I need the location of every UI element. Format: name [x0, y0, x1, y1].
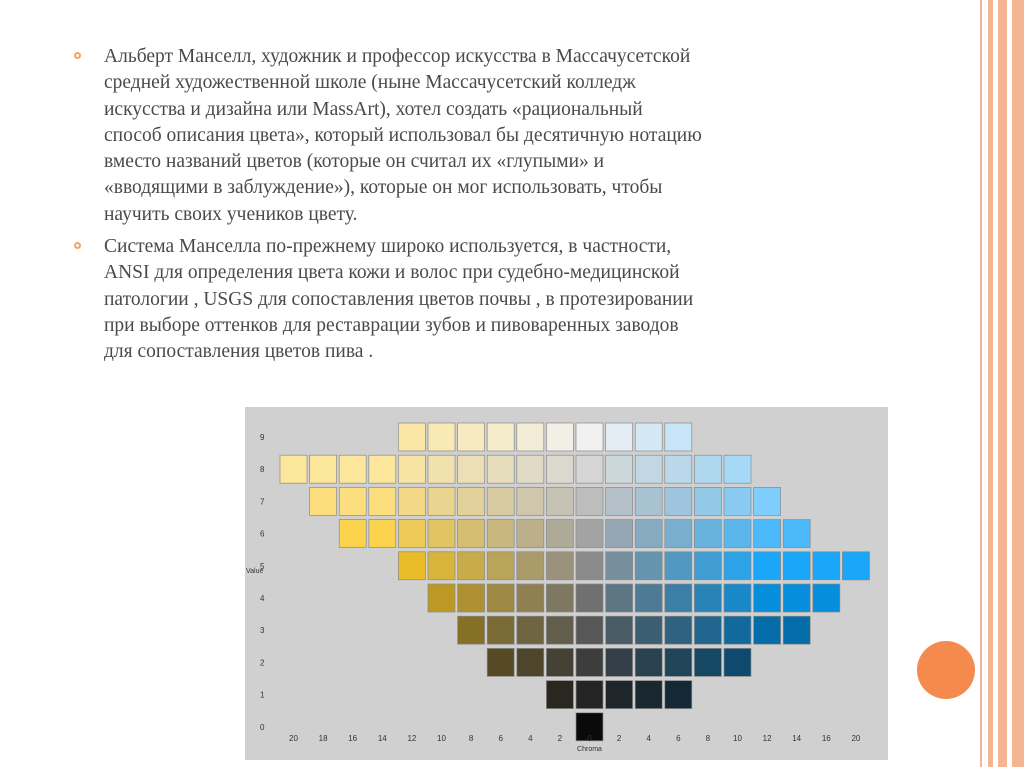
munsell-color-swatch [487, 520, 514, 548]
munsell-chart-svg [245, 407, 888, 760]
munsell-color-swatch [813, 552, 840, 580]
munsell-color-swatch [428, 584, 455, 612]
munsell-color-swatch [606, 584, 633, 612]
x-tick-label: 16 [821, 734, 831, 743]
y-tick-label: 3 [260, 626, 265, 636]
munsell-color-swatch [635, 455, 662, 483]
y-tick-label: 4 [260, 594, 265, 603]
munsell-color-swatch [546, 455, 573, 483]
decorative-side-stripes [976, 0, 1024, 767]
munsell-color-swatch [665, 584, 692, 612]
munsell-color-swatch [576, 616, 603, 644]
munsell-color-swatch [606, 455, 633, 483]
munsell-color-swatch [665, 616, 692, 644]
munsell-color-swatch [458, 487, 485, 515]
y-tick-label: 0 [260, 722, 265, 732]
munsell-color-swatch [458, 520, 485, 548]
munsell-color-swatch [458, 616, 485, 644]
munsell-color-swatch [635, 648, 662, 676]
text-line: при выборе оттенков для реставрации зубов и пивоваренных заводов [104, 314, 679, 336]
text-line: Система Манселла по-прежнему широко используется, в частности, [104, 236, 672, 258]
munsell-color-swatch [783, 552, 810, 580]
x-tick-label: 12 [407, 734, 417, 743]
text-line: ANSI для определения цвета кожи и волос при судебно-медицинской [104, 262, 680, 284]
munsell-color-swatch [724, 552, 751, 580]
x-tick-label: 8 [705, 734, 711, 743]
munsell-color-swatch [783, 584, 810, 612]
munsell-color-swatch [665, 681, 692, 709]
munsell-color-swatch [724, 487, 751, 515]
munsell-color-swatch [783, 616, 810, 644]
munsell-color-swatch [754, 520, 781, 548]
text-line: для сопоставления цветов пива . [104, 341, 374, 363]
y-tick-label: 2 [260, 658, 265, 668]
munsell-color-swatch [369, 520, 396, 548]
munsell-color-swatch [428, 552, 455, 580]
text-line: искусства и дизайна или MassArt), хотел создать «рациональный [104, 98, 643, 120]
y-tick-label: 8 [260, 465, 265, 475]
munsell-color-swatch [635, 616, 662, 644]
munsell-color-swatch [606, 648, 633, 676]
munsell-color-swatch [576, 455, 603, 483]
munsell-color-swatch [339, 487, 366, 515]
y-tick-label: 9 [260, 433, 265, 442]
munsell-color-swatch [487, 616, 514, 644]
munsell-color-swatch [428, 520, 455, 548]
bullet-item-munsell-usage [74, 234, 904, 365]
munsell-color-swatch [487, 455, 514, 483]
munsell-color-swatch [754, 487, 781, 515]
munsell-color-swatch [517, 616, 544, 644]
munsell-color-swatch [546, 616, 573, 644]
munsell-color-swatch [754, 584, 781, 612]
munsell-color-swatch [724, 648, 751, 676]
munsell-color-swatch [517, 552, 544, 580]
munsell-color-swatch [694, 584, 721, 612]
munsell-color-swatch [665, 520, 692, 548]
munsell-color-swatch [606, 487, 633, 515]
munsell-color-swatch [576, 681, 603, 709]
x-tick-label: 0 [587, 734, 592, 743]
munsell-color-swatch [487, 487, 514, 515]
x-tick-label: 20 [289, 734, 298, 743]
munsell-color-swatch [458, 455, 485, 483]
x-tick-label: 14 [792, 734, 802, 743]
munsell-color-swatch [783, 520, 810, 548]
text-line: способ описания цвета», который использовал бы десятичную нотацию [104, 124, 702, 146]
y-tick-label: 6 [260, 529, 265, 539]
munsell-color-swatch [576, 648, 603, 676]
text-line: средней художественной школе (ныне Массачусетский колледж [104, 72, 636, 94]
x-tick-label: 18 [318, 734, 328, 743]
munsell-color-swatch [694, 520, 721, 548]
munsell-color-swatch [635, 487, 662, 515]
munsell-color-swatch [398, 487, 425, 515]
munsell-color-swatch [487, 423, 514, 451]
bullet-circle-icon [74, 52, 81, 59]
munsell-color-swatch [665, 487, 692, 515]
munsell-color-swatch [576, 584, 603, 612]
munsell-color-swatch [487, 584, 514, 612]
x-axis-label: Chroma [577, 746, 602, 753]
munsell-color-swatch [546, 487, 573, 515]
munsell-color-swatch [635, 584, 662, 612]
munsell-color-swatch [724, 520, 751, 548]
x-tick-label: 8 [468, 734, 474, 743]
munsell-color-swatch [546, 423, 573, 451]
munsell-color-swatch [458, 584, 485, 612]
y-tick-label: 5 [260, 561, 265, 571]
y-tick-label: 7 [260, 497, 265, 507]
text-line: патологии , USGS для сопоставления цветов почвы , в протезировании [104, 288, 694, 310]
x-tick-label: 6 [676, 734, 681, 743]
munsell-color-swatch [694, 487, 721, 515]
munsell-color-swatch [339, 455, 366, 483]
munsell-color-chart [245, 407, 888, 760]
munsell-color-swatch [576, 520, 603, 548]
munsell-color-swatch [635, 520, 662, 548]
munsell-color-swatch [517, 455, 544, 483]
munsell-color-swatch [576, 423, 603, 451]
munsell-color-swatch [665, 552, 692, 580]
munsell-color-swatch [487, 552, 514, 580]
munsell-color-swatch [517, 520, 544, 548]
text-line: научить своих учеников цвету. [104, 203, 358, 225]
munsell-color-swatch [754, 552, 781, 580]
x-tick-label: 10 [733, 734, 742, 743]
munsell-color-swatch [606, 552, 633, 580]
text-line: Альберт Манселл, художник и профессор искусства в Массачусетской [104, 46, 691, 67]
munsell-color-swatch [428, 423, 455, 451]
orange-circle-decoration [917, 641, 975, 699]
munsell-color-swatch [398, 455, 425, 483]
munsell-color-swatch [694, 616, 721, 644]
munsell-color-swatch [635, 423, 662, 451]
munsell-color-swatch [369, 455, 396, 483]
munsell-color-swatch [665, 648, 692, 676]
x-tick-label: 2 [557, 734, 563, 743]
munsell-color-swatch [398, 552, 425, 580]
munsell-color-swatch [546, 584, 573, 612]
munsell-color-swatch [724, 584, 751, 612]
munsell-color-swatch [428, 487, 455, 515]
munsell-color-swatch [458, 552, 485, 580]
munsell-color-swatch [280, 455, 307, 483]
munsell-color-swatch [546, 552, 573, 580]
munsell-color-swatch [546, 520, 573, 548]
munsell-color-swatch [546, 648, 573, 676]
munsell-color-swatch [428, 455, 455, 483]
munsell-color-swatch [517, 423, 544, 451]
x-tick-label: 4 [646, 734, 651, 743]
bullet-item-munsell-bio [74, 44, 904, 228]
munsell-color-swatch [635, 681, 662, 709]
munsell-color-swatch [517, 584, 544, 612]
x-tick-label: 4 [528, 734, 533, 743]
munsell-color-swatch [842, 552, 869, 580]
munsell-color-swatch [517, 648, 544, 676]
x-tick-label: 20 [851, 734, 861, 743]
munsell-color-swatch [310, 487, 337, 515]
x-tick-label: 16 [348, 734, 358, 743]
x-tick-label: 2 [616, 734, 622, 743]
x-tick-label: 6 [498, 734, 503, 743]
munsell-color-swatch [724, 455, 751, 483]
munsell-color-swatch [754, 616, 781, 644]
text-line: вместо названий цветов (которые он считал их «глупыми» и [104, 151, 605, 173]
munsell-color-swatch [369, 487, 396, 515]
munsell-color-swatch [665, 423, 692, 451]
munsell-color-swatch [635, 552, 662, 580]
munsell-color-swatch [339, 520, 366, 548]
munsell-color-swatch [665, 455, 692, 483]
y-tick-label: 1 [260, 690, 265, 700]
munsell-color-swatch [487, 648, 514, 676]
munsell-color-swatch [398, 423, 425, 451]
munsell-color-swatch [724, 616, 751, 644]
munsell-color-swatch [606, 681, 633, 709]
munsell-color-swatch [694, 552, 721, 580]
munsell-color-swatch [517, 487, 544, 515]
munsell-color-swatch [606, 520, 633, 548]
munsell-color-swatch [694, 455, 721, 483]
munsell-color-swatch [576, 487, 603, 515]
munsell-color-swatch [398, 520, 425, 548]
munsell-color-swatch [458, 423, 485, 451]
munsell-color-swatch [606, 616, 633, 644]
text-line: «вводящими в заблуждение»), которые он мог использовать, чтобы [104, 177, 663, 199]
munsell-color-swatch [813, 584, 840, 612]
munsell-color-swatch [576, 552, 603, 580]
munsell-color-swatch [546, 681, 573, 709]
munsell-color-swatch [310, 455, 337, 483]
slide-body [74, 44, 904, 372]
x-tick-label: 14 [377, 734, 387, 743]
x-tick-label: 10 [437, 734, 446, 743]
munsell-color-swatch [694, 648, 721, 676]
bullet-circle-icon [74, 242, 81, 249]
y-axis-label: Value [246, 568, 264, 575]
munsell-color-swatch [606, 423, 633, 451]
x-tick-label: 12 [762, 734, 772, 743]
